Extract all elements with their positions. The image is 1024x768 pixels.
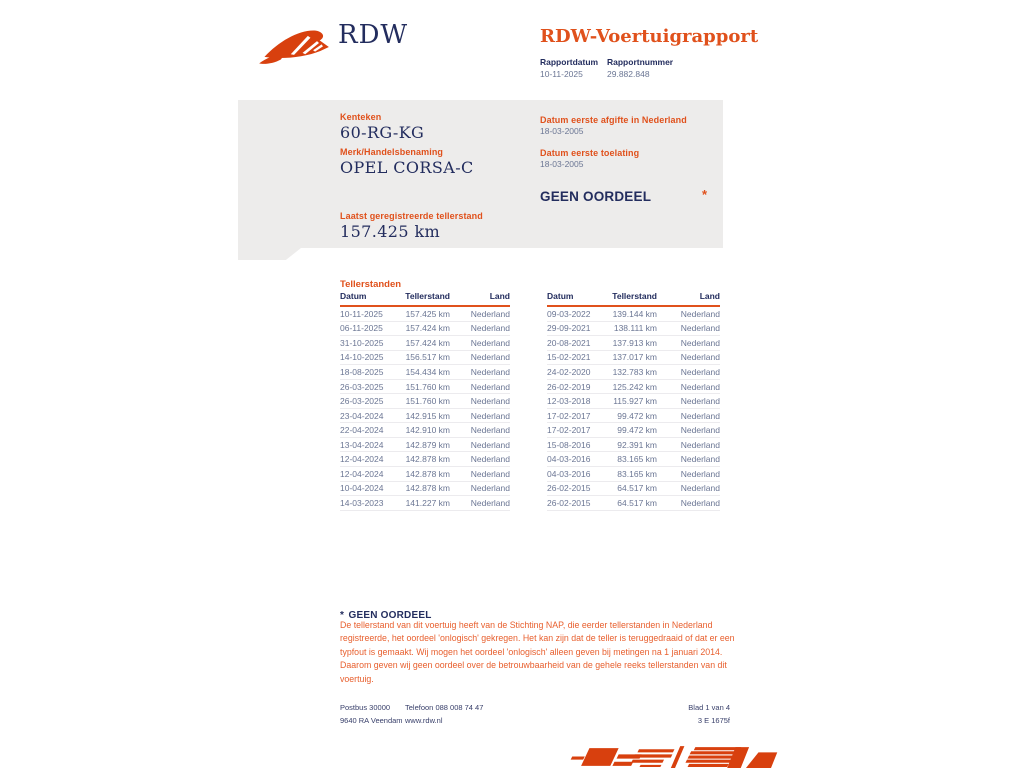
table-cell: Nederland [470, 323, 510, 334]
table-cell: 142.878 km [405, 454, 450, 465]
table-cell: 132.783 km [612, 366, 657, 377]
table-cell: 92.391 km [617, 439, 657, 450]
table-row [547, 365, 720, 380]
table-header-land: Land [699, 291, 720, 301]
table-cell: 157.424 km [405, 337, 450, 348]
table-cell: 14-10-2025 [340, 352, 384, 363]
table-cell: Nederland [680, 352, 720, 363]
table-cell: 137.017 km [612, 352, 657, 363]
table-cell: 29-09-2021 [547, 323, 591, 334]
table-row [547, 482, 720, 497]
make-value: OPEL CORSA-C [340, 158, 474, 177]
table-row [547, 380, 720, 395]
table-row [547, 322, 720, 337]
table-cell: 137.913 km [612, 337, 657, 348]
footer-page-number: Blad 1 van 4 [688, 703, 730, 712]
table-cell: Nederland [680, 497, 720, 508]
table-cell: Nederland [680, 366, 720, 377]
table-cell: Nederland [470, 381, 510, 392]
table-header-tellerstand: Tellerstand [405, 291, 450, 301]
table-cell: 12-04-2024 [340, 468, 384, 479]
table-cell: 99.472 km [617, 425, 657, 436]
table-cell: 12-03-2018 [547, 396, 591, 407]
footnote-mark: * [340, 610, 345, 621]
table-cell: 18-08-2025 [340, 366, 384, 377]
footer-address [340, 701, 403, 727]
table-cell: Nederland [470, 410, 510, 421]
footer-form-code: 3 E 1675f [697, 716, 730, 725]
footnote-title: GEEN OORDEEL [348, 610, 432, 621]
table-cell: Nederland [470, 454, 510, 465]
table-cell: Nederland [470, 425, 510, 436]
table-cell: Nederland [470, 337, 510, 348]
table-header-row [547, 291, 720, 307]
verdict-text: GEEN OORDEEL [540, 189, 652, 204]
table-cell: 83.165 km [617, 468, 657, 479]
odometer-section-title: Tellerstanden [340, 279, 402, 290]
odometer-label: Laatst geregistreerde tellerstand [340, 211, 483, 221]
table-cell: Nederland [680, 468, 720, 479]
table-cell: 09-03-2022 [547, 308, 591, 319]
table-header-row [340, 291, 510, 307]
table-row [340, 351, 510, 366]
table-row [547, 307, 720, 322]
table-cell: 26-02-2019 [547, 381, 591, 392]
table-cell: Nederland [470, 366, 510, 377]
odometer-table-left [340, 291, 510, 511]
table-row [340, 336, 510, 351]
table-cell: Nederland [470, 439, 510, 450]
table-header-land: Land [489, 291, 510, 301]
table-cell: 26-02-2015 [547, 497, 591, 508]
table-cell: 04-03-2016 [547, 468, 591, 479]
table-cell: Nederland [680, 454, 720, 465]
table-cell: 141.227 km [405, 497, 450, 508]
table-cell: Nederland [680, 425, 720, 436]
table-cell: Nederland [470, 308, 510, 319]
table-row [340, 423, 510, 438]
table-row [547, 394, 720, 409]
table-row [547, 336, 720, 351]
table-cell: 04-03-2016 [547, 454, 591, 465]
footer-phone: Telefoon 088 008 74 47 [405, 703, 484, 712]
table-header-datum: Datum [340, 291, 367, 301]
footer-address-line1: Postbus 30000 [340, 703, 391, 712]
table-cell: 138.111 km [613, 323, 657, 334]
table-cell: 157.424 km [405, 323, 450, 334]
table-cell: Nederland [470, 483, 510, 494]
table-cell: Nederland [680, 337, 720, 348]
table-cell: Nederland [680, 439, 720, 450]
table-row [340, 307, 510, 322]
footer-address-line2: 9640 RA Veendam [340, 716, 403, 725]
table-cell: 64.517 km [617, 497, 657, 508]
table-cell: 17-02-2017 [547, 425, 591, 436]
rdw-logo-icon [256, 24, 336, 70]
table-row [547, 409, 720, 424]
footer-website-link[interactable]: www.rdw.nl [405, 716, 443, 725]
table-row [547, 467, 720, 482]
table-cell: 26-03-2025 [340, 381, 384, 392]
report-title: RDW-Voertuigrapport [540, 26, 759, 47]
table-cell: 12-04-2024 [340, 454, 384, 465]
table-cell: 142.910 km [405, 425, 450, 436]
table-cell: 139.144 km [612, 308, 657, 319]
rdw-wordmark: RDW [338, 20, 409, 50]
footer-contact [405, 701, 483, 727]
table-body [547, 307, 720, 511]
table-cell: 24-02-2020 [547, 366, 591, 377]
table-cell: 31-10-2025 [340, 337, 384, 348]
table-row [340, 394, 510, 409]
table-cell: 14-03-2023 [340, 497, 384, 508]
table-cell: 17-02-2017 [547, 410, 591, 421]
odometer-table-right [547, 291, 720, 511]
odometer-value: 157.425 km [340, 222, 441, 241]
table-row [340, 482, 510, 497]
table-cell: 26-03-2025 [340, 396, 384, 407]
table-cell: 23-04-2024 [340, 410, 384, 421]
report-number-value: 29.882.848 [607, 69, 650, 79]
first-issue-label: Datum eerste afgifte in Nederland [540, 115, 687, 125]
table-cell: Nederland [680, 483, 720, 494]
table-row [340, 380, 510, 395]
table-row [340, 409, 510, 424]
table-cell: 142.878 km [405, 483, 450, 494]
table-cell: Nederland [680, 396, 720, 407]
table-cell: 157.425 km [405, 308, 450, 319]
table-cell: Nederland [470, 352, 510, 363]
table-row [340, 322, 510, 337]
table-cell: 115.927 km [613, 396, 657, 407]
table-row [340, 467, 510, 482]
kenteken-value: 60-RG-KG [340, 123, 425, 142]
table-cell: 142.878 km [405, 468, 450, 479]
table-cell: Nederland [680, 410, 720, 421]
table-row [340, 365, 510, 380]
table-row [340, 438, 510, 453]
table-row [547, 423, 720, 438]
report-number-label: Rapportnummer [607, 57, 674, 67]
first-admission-value: 18-03-2005 [540, 159, 584, 169]
table-cell: 83.165 km [617, 454, 657, 465]
table-cell: Nederland [680, 323, 720, 334]
first-admission-label: Datum eerste toelating [540, 148, 640, 158]
footnote-body: De tellerstand van dit voertuig heeft van de Stichting NAP, die eerder tellerstanden in Nederland registreerde, het oordeel 'onlogisch' gekregen. Het kan zijn dat de teller is teruggedraaid of dat er een typfout is gemaakt. Wij mogen het oordeel 'onlogisch' alleen geven bij metingen na 1 januari 2014. Daarom geven wij geen oordeel over de betrouwbaarheid van de gehele reeks tellerstanden van dit voertuig. [340, 620, 735, 684]
table-cell: Nederland [470, 497, 510, 508]
table-cell: 10-04-2024 [340, 483, 384, 494]
table-cell: 20-08-2021 [547, 337, 591, 348]
table-row [547, 351, 720, 366]
table-cell: 125.242 km [612, 381, 657, 392]
table-row [547, 438, 720, 453]
footer-page-block [630, 701, 730, 727]
table-cell: 151.760 km [405, 396, 450, 407]
table-cell: Nederland [680, 308, 720, 319]
speed-stripes-graphic [556, 744, 794, 768]
table-cell: 22-04-2024 [340, 425, 384, 436]
kenteken-label: Kenteken [340, 112, 382, 122]
table-header-datum: Datum [547, 291, 574, 301]
table-row [340, 496, 510, 511]
table-cell: Nederland [680, 381, 720, 392]
table-body [340, 307, 510, 511]
table-cell: 06-11-2025 [340, 323, 383, 334]
table-cell: 151.760 km [405, 381, 450, 392]
table-cell: Nederland [470, 468, 510, 479]
table-cell: 15-08-2016 [547, 439, 591, 450]
table-cell: Nederland [470, 396, 510, 407]
make-label: Merk/Handelsbenaming [340, 147, 444, 157]
table-cell: 26-02-2015 [547, 483, 591, 494]
table-cell: 156.517 km [405, 352, 450, 363]
table-cell: 64.517 km [617, 483, 657, 494]
table-cell: 99.472 km [617, 410, 657, 421]
first-issue-value: 18-03-2005 [540, 126, 584, 136]
table-row [547, 496, 720, 511]
table-cell: 13-04-2024 [340, 439, 384, 450]
table-cell: 154.434 km [405, 366, 450, 377]
table-cell: 142.915 km [405, 410, 450, 421]
table-cell: 15-02-2021 [547, 352, 591, 363]
table-cell: 142.879 km [405, 439, 450, 450]
table-row [340, 452, 510, 467]
report-date-label: Rapportdatum [540, 57, 599, 67]
verdict-asterisk: * [702, 187, 708, 202]
report-date-value: 10-11-2025 [540, 69, 583, 79]
table-cell: 10-11-2025 [340, 308, 383, 319]
table-header-tellerstand: Tellerstand [612, 291, 657, 301]
summary-panel-tab [238, 248, 301, 260]
table-row [547, 452, 720, 467]
